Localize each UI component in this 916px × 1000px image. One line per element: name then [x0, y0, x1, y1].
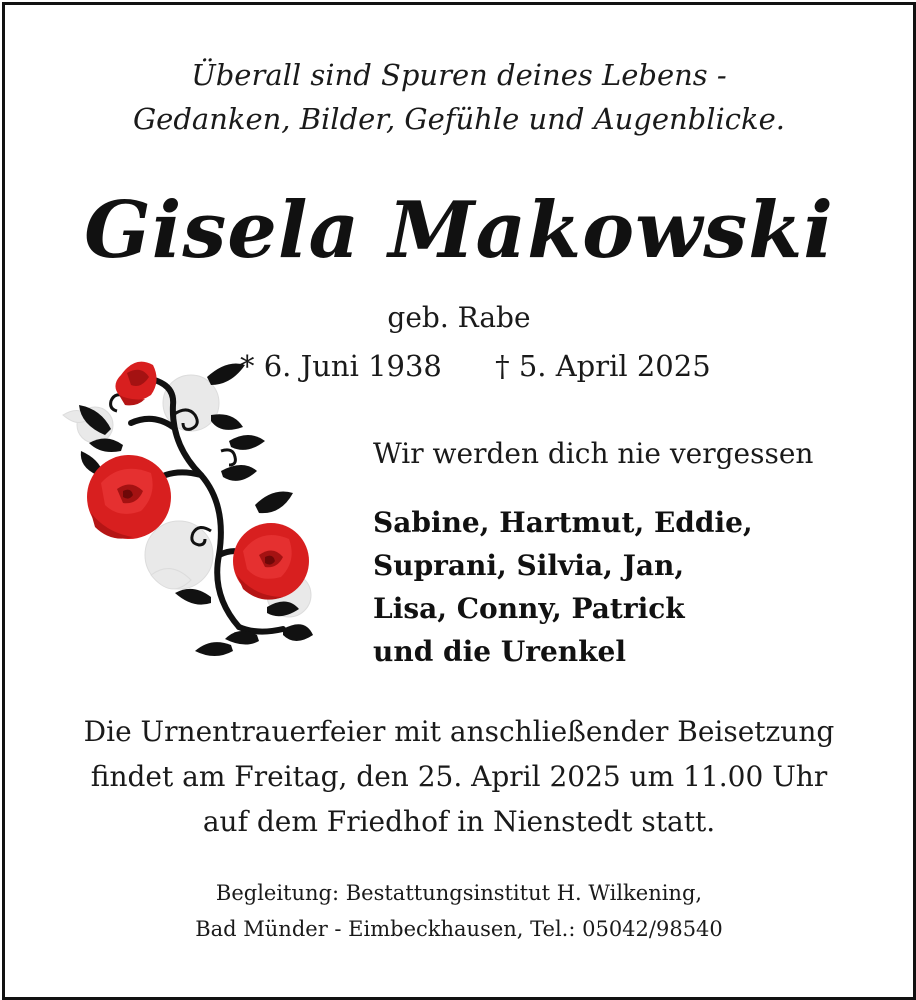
mourners-line: Sabine, Hartmut, Eddie,	[373, 506, 753, 539]
motto-line-1: Überall sind Spuren deines Lebens -	[191, 58, 727, 92]
undertaker-line: Bad Münder - Eimbeckhausen, Tel.: 05042/98540	[195, 917, 723, 941]
deceased-name: Gisela Makowski	[84, 185, 834, 276]
undertaker-line: Begleitung: Bestattungsinstitut H. Wilkening,	[215, 881, 703, 905]
rose-vine-icon	[61, 355, 321, 665]
rose-top-icon	[115, 362, 156, 406]
motto	[5, 53, 913, 141]
death-date: † 5. April 2025	[495, 349, 711, 383]
ceremony-line: findet am Freitag, den 25. April 2025 um 11.00 Uhr	[90, 760, 828, 793]
mourners-line: Lisa, Conny, Patrick	[373, 592, 685, 625]
tagline: Wir werden dich nie vergessen	[373, 437, 814, 470]
mourners-line: Suprani, Silvia, Jan,	[373, 549, 685, 582]
rose-left-icon	[87, 455, 171, 539]
obituary-notice	[2, 2, 916, 1000]
mourners-line: und die Urenkel	[373, 635, 627, 668]
ceremony-line: Die Urnentrauerfeier mit anschließender Beisetzung	[83, 715, 835, 748]
birth-name: geb. Rabe	[387, 301, 531, 334]
ceremony-line: auf dem Friedhof in Nienstedt statt.	[202, 805, 716, 838]
mourners-list	[373, 501, 753, 673]
undertaker-info	[5, 875, 913, 947]
motto-line-2: Gedanken, Bilder, Gefühle und Augenblicke.	[133, 102, 785, 136]
ceremony-details	[5, 709, 913, 844]
birth-date: * 6. Juni 1938	[240, 349, 442, 383]
